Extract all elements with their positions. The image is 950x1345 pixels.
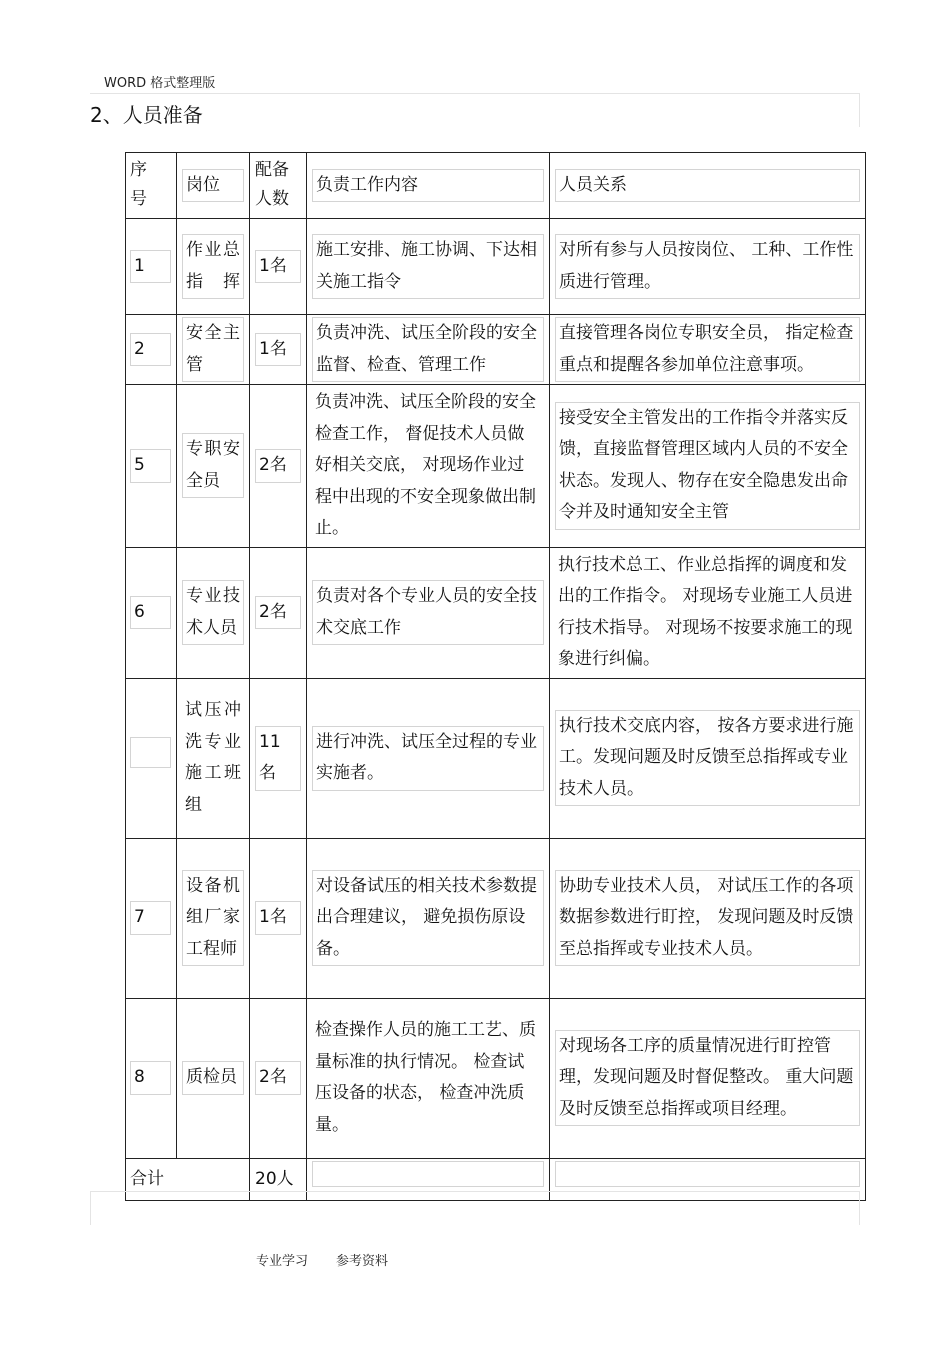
footer-rule-right-edge <box>859 1191 860 1225</box>
header-rule-edge <box>859 93 860 127</box>
table-header-row <box>126 153 866 219</box>
cell-total-count: 20人 <box>250 1158 307 1201</box>
table-row <box>126 838 866 998</box>
header-cell-position: 岗位 <box>177 153 250 219</box>
cell-relation: 对现场各工序的质量情况进行盯控管理，发现问题及时督促整改。 重大问题及时反馈至总指挥或项目经理。 <box>550 998 866 1158</box>
cell-position: 安全主管 <box>177 315 250 385</box>
cell-position: 专业技术人员 <box>177 547 250 678</box>
cell-position: 试压冲洗专业施工班组 <box>177 678 250 838</box>
table-row <box>126 998 866 1158</box>
cell-relation: 对所有参与人员按岗位、 工种、工作性质进行管理。 <box>550 219 866 315</box>
cell-count: 1名 <box>250 838 307 998</box>
cell-duty: 负责冲洗、试压全阶段的安全检查工作， 督促技术人员做好相关交底， 对现场作业过程中出现的不安全现象做出制止。 <box>307 385 550 548</box>
cell-relation: 协助专业技术人员， 对试压工作的各项数据参数进行盯控， 发现问题及时反馈至总指挥或专业技术人员。 <box>550 838 866 998</box>
staff-table <box>125 152 866 1201</box>
page-footer <box>256 1250 416 1269</box>
cell-no: 1 <box>126 219 177 315</box>
table-total-row <box>126 1158 866 1201</box>
cell-no: 7 <box>126 838 177 998</box>
cell-no: 2 <box>126 315 177 385</box>
footer-left-text: 专业学习 <box>256 1254 309 1269</box>
table-row <box>126 315 866 385</box>
footer-rule <box>90 1191 860 1192</box>
cell-count: 2名 <box>250 547 307 678</box>
cell-duty: 对设备试压的相关技术参数提出合理建议， 避免损伤原设备。 <box>307 838 550 998</box>
cell-position: 设备机组厂家工程师 <box>177 838 250 998</box>
cell-count: 11名 <box>250 678 307 838</box>
header-cell-no: 序号 <box>126 153 177 219</box>
cell-count: 2名 <box>250 385 307 548</box>
cell-duty: 负责对各个专业人员的安全技术交底工作 <box>307 547 550 678</box>
header-rule <box>90 93 860 94</box>
section-title: 2、人员准备 <box>90 103 203 127</box>
table-row <box>126 678 866 838</box>
cell-count: 1名 <box>250 219 307 315</box>
cell-position: 质检员 <box>177 998 250 1158</box>
cell-duty: 进行冲洗、试压全过程的专业实施者。 <box>307 678 550 838</box>
cell-no: 5 <box>126 385 177 548</box>
header-cell-relation: 人员关系 <box>550 153 866 219</box>
cell-total-duty <box>307 1158 550 1201</box>
cell-total-relation <box>550 1158 866 1201</box>
document-header-label: WORD 格式整理版 <box>104 76 216 91</box>
table-row <box>126 547 866 678</box>
cell-count: 1名 <box>250 315 307 385</box>
cell-relation: 执行技术交底内容， 按各方要求进行施工。发现问题及时反馈至总指挥或专业技术人员。 <box>550 678 866 838</box>
cell-position: 专职安全员 <box>177 385 250 548</box>
footer-rule-left-edge <box>90 1191 91 1225</box>
cell-duty: 施工安排、施工协调、下达相关施工指令 <box>307 219 550 315</box>
header-cell-count: 配备人数 <box>250 153 307 219</box>
table-row <box>126 385 866 548</box>
cell-no: 8 <box>126 998 177 1158</box>
footer-right-text: 参考资料 <box>336 1254 389 1269</box>
cell-duty: 负责冲洗、试压全阶段的安全监督、检查、管理工作 <box>307 315 550 385</box>
cell-relation: 直接管理各岗位专职安全员， 指定检查重点和提醒各参加单位注意事项。 <box>550 315 866 385</box>
cell-relation: 接受安全主管发出的工作指令并落实反馈，直接监督管理区域内人员的不安全状态。发现人、物存在安全隐患发出命令并及时通知安全主管 <box>550 385 866 548</box>
cell-duty: 检查操作人员的施工工艺、质量标准的执行情况。 检查试压设备的状态， 检查冲洗质量。 <box>307 998 550 1158</box>
cell-no: 6 <box>126 547 177 678</box>
cell-position: 作业总指挥 <box>177 219 250 315</box>
cell-relation: 执行技术总工、作业总指挥的调度和发出的工作指令。 对现场专业施工人员进行技术指导。 对现场不按要求施工的现象进行纠偏。 <box>550 547 866 678</box>
cell-total-label: 合计 <box>126 1158 250 1201</box>
table-row <box>126 219 866 315</box>
header-cell-duty: 负责工作内容 <box>307 153 550 219</box>
cell-count: 2名 <box>250 998 307 1158</box>
cell-no <box>126 678 177 838</box>
